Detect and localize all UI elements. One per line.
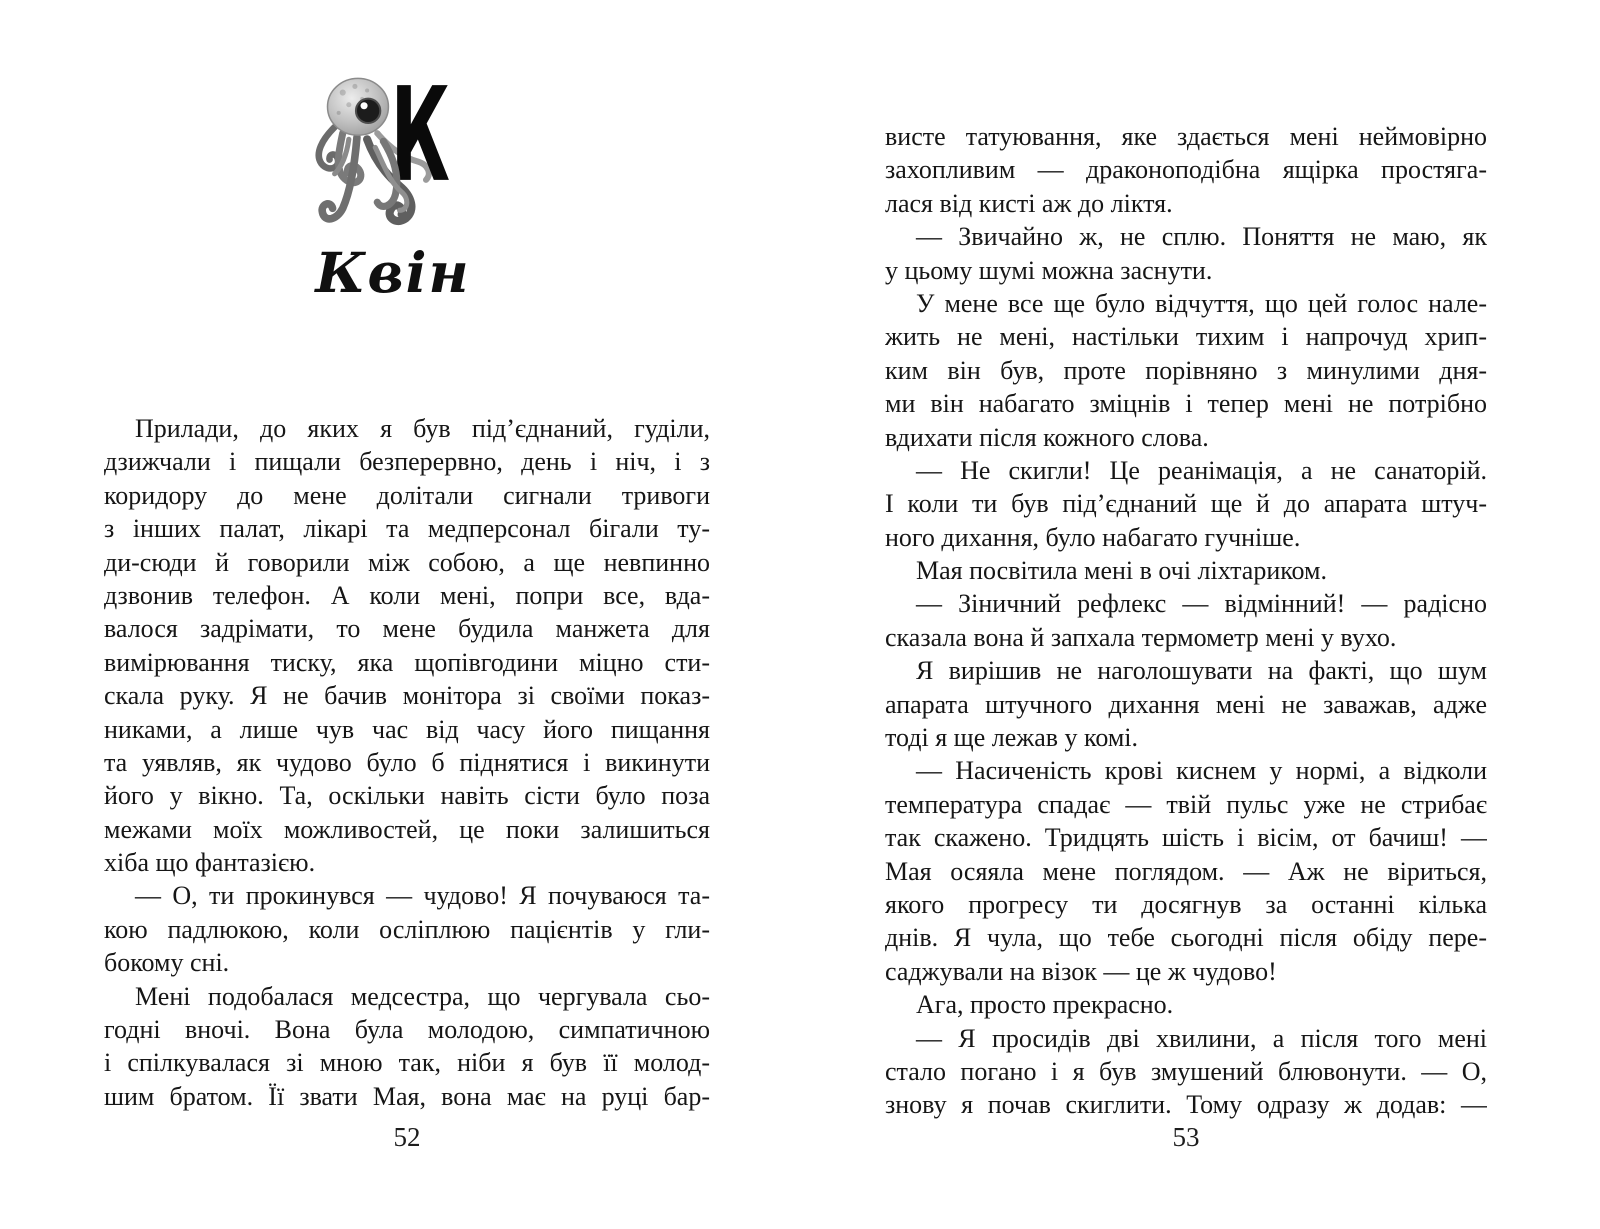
text-line: днів. Я чула, що тебе сьогодні після обіду пере-	[885, 923, 1487, 953]
text-line: стало погано і я був змушений блювонути. — О,	[885, 1056, 1487, 1086]
text-line: шим братом. Її звати Мая, вона має на руці бар-	[104, 1081, 710, 1111]
text-line: температура спадає — твій пульс уже не стрибає	[885, 789, 1487, 819]
text-line: дзижчали і пищали безперервно, день і ніч, і з	[104, 447, 710, 477]
text-line: годні вночі. Вона була молодою, симпатичною	[104, 1015, 710, 1045]
text-line: у цьому шумі можна заснути.	[885, 255, 1213, 285]
text-line: висте татуювання, яке здається мені неймовірно	[885, 122, 1487, 151]
text-line: та уявляв, як чудово було б піднятися і викинути	[104, 747, 710, 777]
text-line: никами, а лише чув час від часу його пищання	[104, 714, 710, 744]
text-line: якого прогресу ти досягнув за останні кілька	[885, 889, 1487, 919]
text-line: хіба що фантазією.	[104, 848, 316, 878]
text-line: — О, ти прокинувся — чудово! Я почуваюся та-	[135, 881, 710, 911]
text-line: коридору до мене долітали сигнали тривоги	[104, 480, 710, 510]
text-line: апарата штучного дихання мені не заважав, адже	[885, 689, 1487, 719]
text-line: тоді я ще лежав у комі.	[885, 723, 1139, 753]
text-line: У мене все ще було відчуття, що цей голос нале-	[916, 288, 1487, 318]
text-line: — Я просидів дві хвилини, а після того мені	[916, 1023, 1487, 1053]
text-line: Ага, просто прекрасно.	[916, 990, 1174, 1020]
text-line: — Зіничний рефлекс — відмінний! — радісно	[916, 589, 1487, 619]
text-line: вимірювання тиску, яка щопівгодини міцно сти-	[104, 647, 710, 677]
text-line: І коли ти був під’єднаний ще й до апарата штуч-	[885, 489, 1487, 519]
octopus-chapter-ornament	[304, 56, 482, 254]
text-line: вдихати після кожного слова.	[885, 422, 1209, 452]
text-line: валося задрімати, то мене будила манжета для	[104, 614, 710, 644]
text-line: кою падлюкою, коли осліплюю пацієнтів у гли-	[104, 914, 710, 944]
text-line: ким він був, проте порівняно з минулими дня-	[885, 355, 1487, 385]
text-line: з інших палат, лікарі та медперсонал бігали ту-	[104, 514, 710, 544]
text-line: — Насиченість крові киснем у нормі, а відколи	[916, 756, 1487, 786]
text-line: Мая посвітила мені в очі ліхтариком.	[916, 556, 1327, 586]
text-line: ди-сюди й говорили між собою, а ще невпинно	[104, 547, 710, 577]
page-number-left: 52	[393, 1122, 421, 1152]
chapter-title: Квін	[315, 240, 471, 305]
text-line: дзвонив телефон. А коли мені, попри все, вда-	[104, 580, 710, 610]
text-line: жить не мені, настільки тихим і напрочуд хрип-	[885, 322, 1487, 352]
chapter-initial-letter: К	[390, 58, 450, 211]
text-line: бокому сні.	[104, 948, 230, 978]
page-number-right: 53	[1172, 1122, 1200, 1152]
text-line: сказала вона й запхала термометр мені у вухо.	[885, 622, 1397, 652]
text-line: Мені подобалася медсестра, що чергувала сьо-	[135, 981, 710, 1011]
text-line: Прилади, до яких я був під’єднаний, гуділи,	[135, 414, 710, 443]
text-line: ного дихання, було набагато гучніше.	[885, 522, 1301, 552]
text-line: його у вікно. Та, оскільки навіть сісти було поза	[104, 781, 710, 811]
text-line: і спілкувалася зі мною так, ніби я був її молод-	[104, 1048, 710, 1078]
text-line: скала руку. Я не бачив монітора зі своїми показ-	[104, 681, 710, 711]
right-page-text	[885, 120, 1487, 1122]
text-line: лася від кисті аж до ліктя.	[885, 188, 1173, 218]
text-line: так скажено. Тридцять шість і вісім, от бачиш! —	[885, 823, 1487, 853]
text-line: — Не скигли! Це реанімація, а не санаторій.	[916, 455, 1487, 485]
text-line: — Звичайно ж, не сплю. Поняття не маю, як	[916, 222, 1487, 252]
text-line: знову я почав скиглити. Тому одразу ж додав: —	[885, 1090, 1487, 1120]
text-line: межами моїх можливостей, це поки залишиться	[104, 814, 710, 844]
text-line: Мая осяяла мене поглядом. — Аж не віриться,	[885, 856, 1487, 886]
left-page-text	[104, 412, 710, 1113]
text-line: захопливим — драконоподібна ящірка простяга-	[885, 155, 1487, 185]
text-line: саджували на візок — це ж чудово!	[885, 956, 1277, 986]
text-line: Я вирішив не наголошувати на факті, що шум	[916, 656, 1487, 686]
text-line: ми він набагато зміцнів і тепер мені не потрібно	[885, 389, 1487, 419]
octopus-icon	[304, 56, 482, 254]
chapter-header	[104, 56, 710, 305]
